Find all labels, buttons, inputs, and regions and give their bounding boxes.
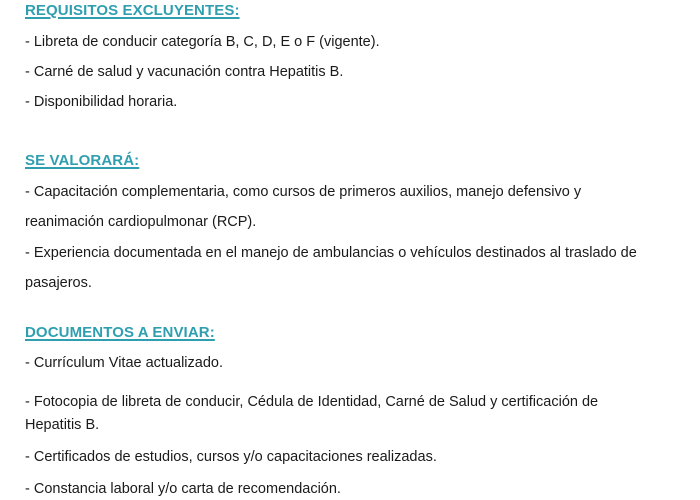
list-item-continuation: reanimación cardiopulmonar (RCP). [25,214,257,230]
list-item: - Capacitación complementaria, como cursos de primeros auxilios, manejo defensivo y [25,184,582,200]
list-item: - Experiencia documentada en el manejo de ambulancias o vehículos destinados al traslado de [25,245,637,261]
list-item: - Carné de salud y vacunación contra Hepatitis B. [25,64,344,80]
list-item: - Libreta de conducir categoría B, C, D, E o F (vigente). [25,34,380,50]
list-item: - Certificados de estudios, cursos y/o capacitaciones realizadas. [25,449,437,465]
list-item: - Fotocopia de libreta de conducir, Cédula de Identidad, Carné de Salud y certificación de [25,394,599,410]
list-item: - Currículum Vitae actualizado. [25,355,223,371]
list-item: - Disponibilidad horaria. [25,94,178,110]
heading-se-valorara: SE VALORARÁ: [25,152,140,169]
list-item-continuation: Hepatitis B. [25,417,100,433]
list-item-continuation: pasajeros. [25,275,92,291]
heading-requisitos-excluyentes: REQUISITOS EXCLUYENTES: [25,2,240,19]
list-item: - Constancia laboral y/o carta de recomendación. [25,481,341,497]
heading-documentos-a-enviar: DOCUMENTOS A ENVIAR: [25,324,215,341]
